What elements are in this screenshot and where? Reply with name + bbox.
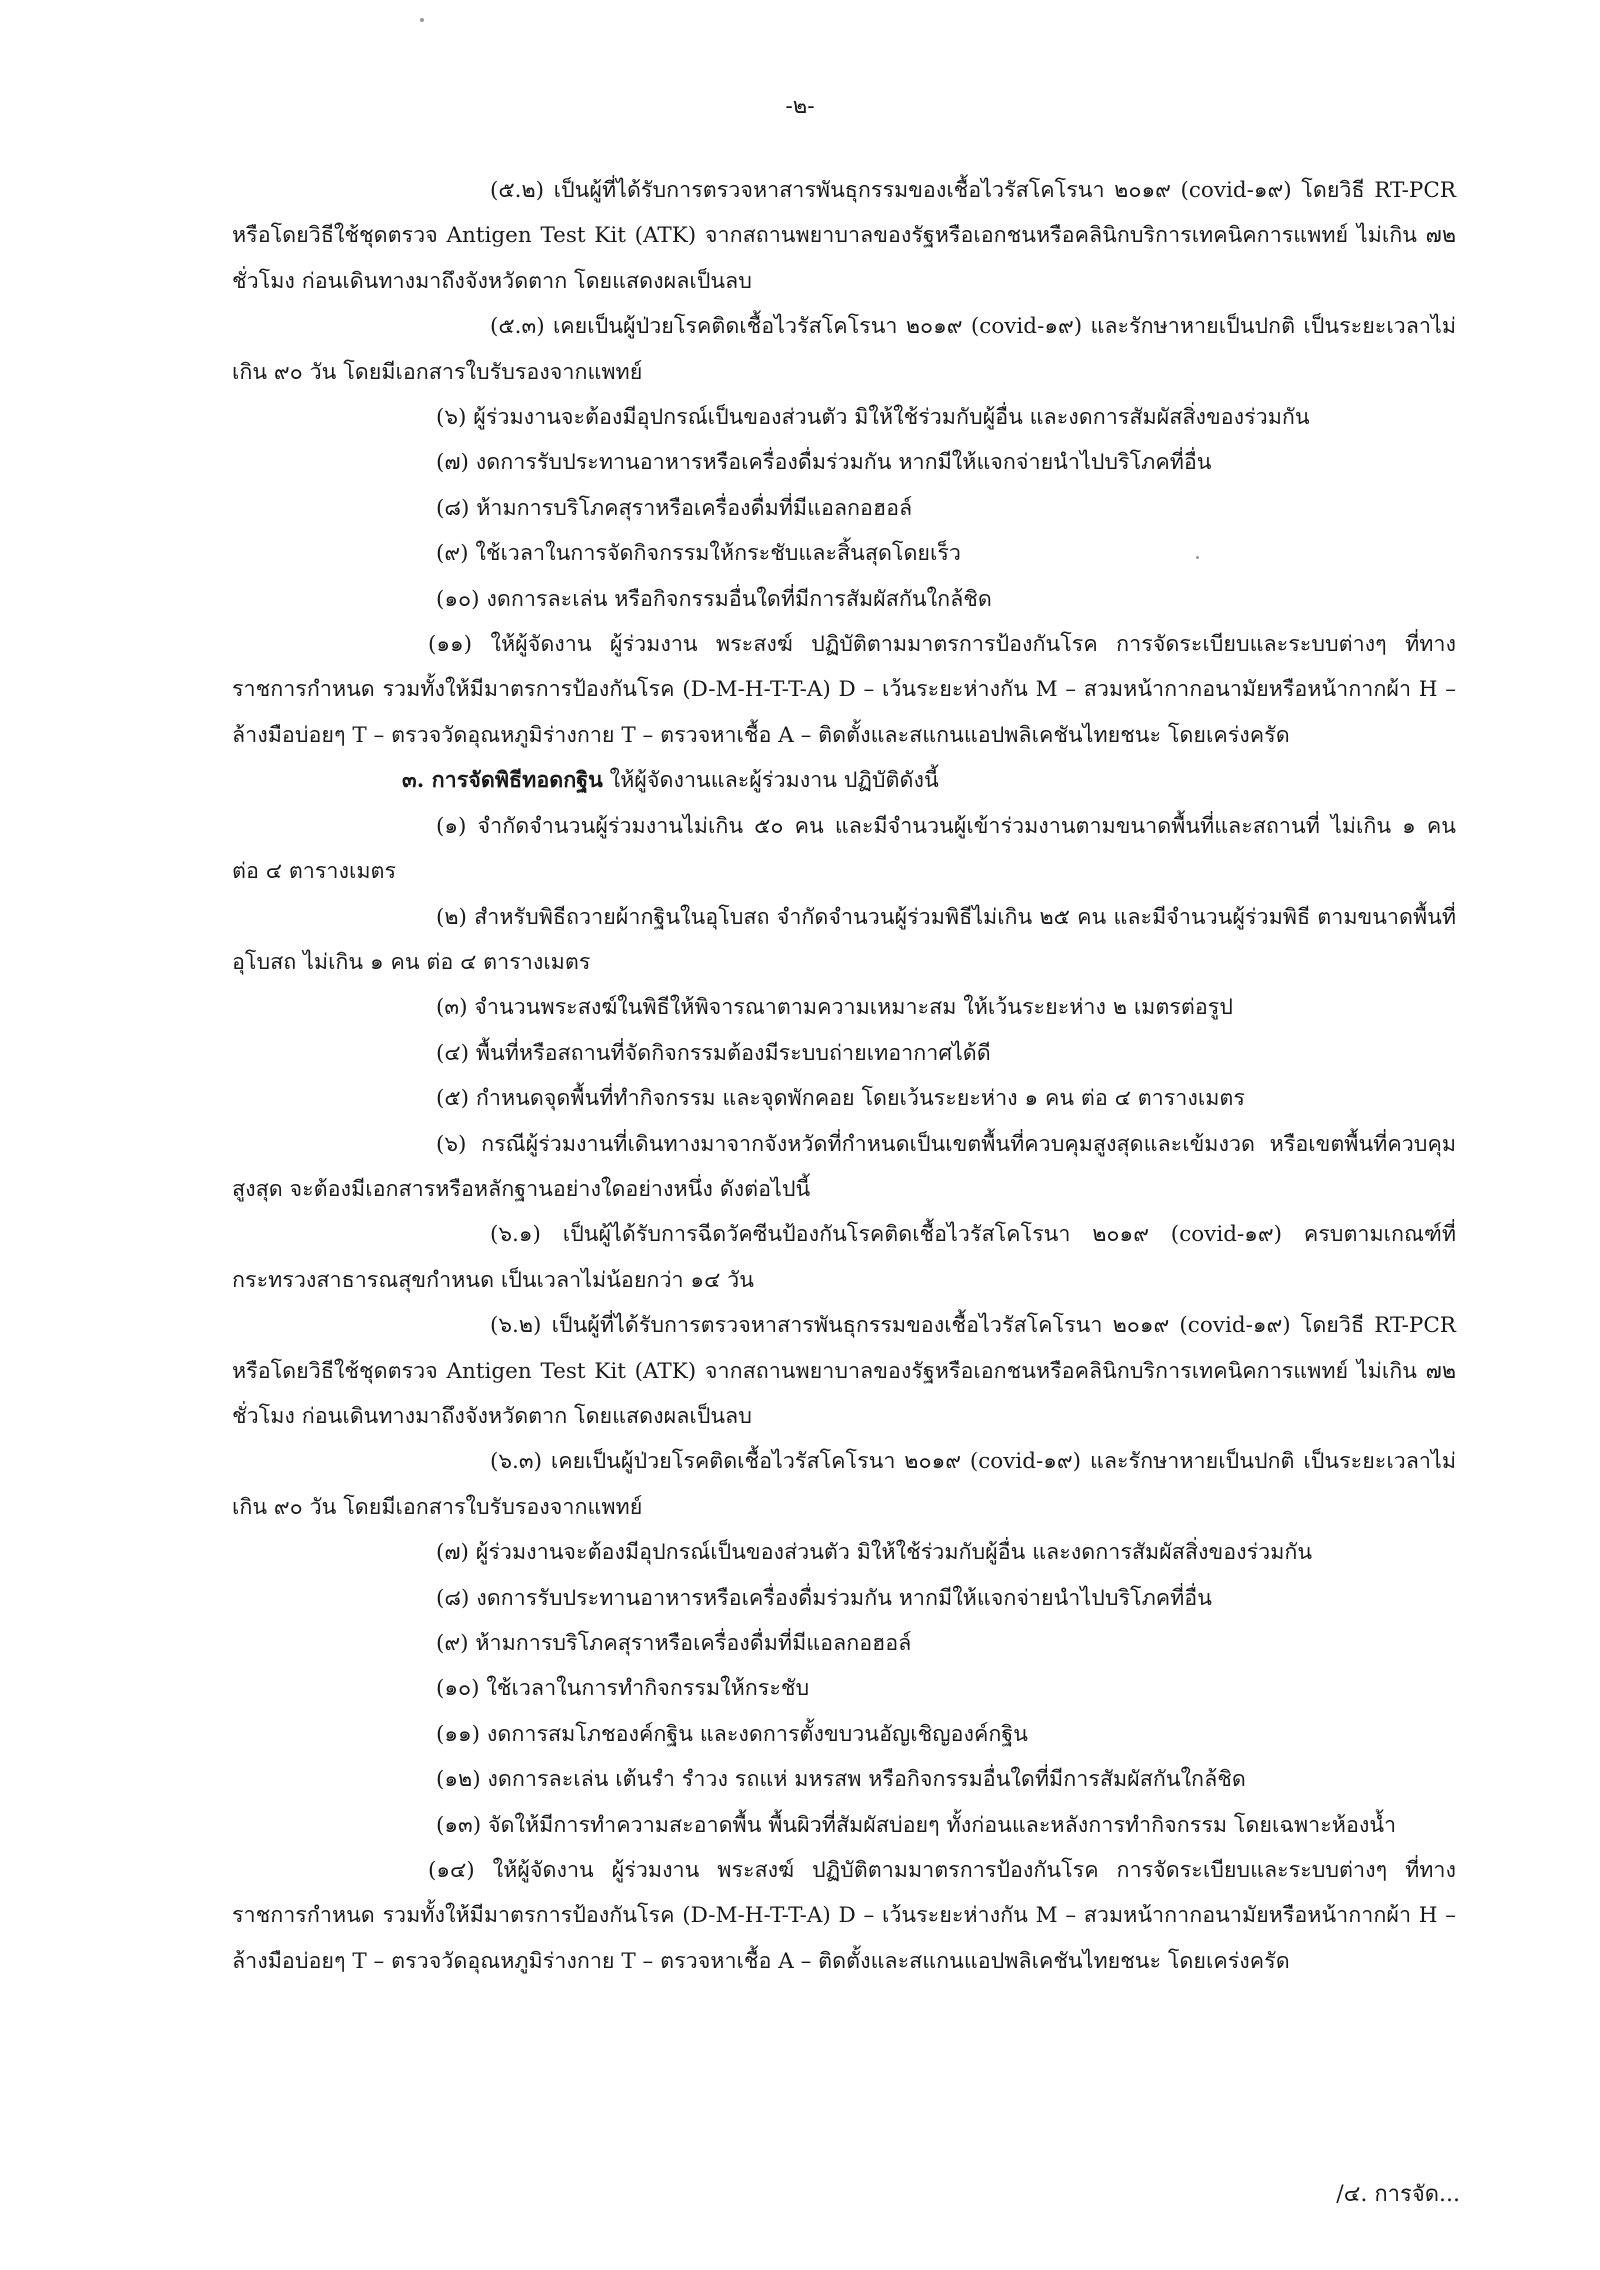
document-body xyxy=(232,168,1456,1984)
paragraph xyxy=(232,1712,1456,1757)
paragraph-text: (๖) กรณีผู้ร่วมงานที่เดินทางมาจากจังหวัดที่กำหนดเป็นเขตพื้นที่ควบคุมสูงสุดและเข้มงวด หรือเขตพื้นที่ควบคุมสูงสุด จะต้องมีเอกสารหรือหลักฐานอย่างใดอย่างหนึ่ง ดังต่อไปนี้ xyxy=(232,1131,1456,1202)
paragraph-text: (๑) จำกัดจำนวนผู้ร่วมงานไม่เกิน ๕๐ คน และมีจำนวนผู้เข้าร่วมงานตามขนาดพื้นที่และสถานที่ ไม่เกิน ๑ คน ต่อ ๔ ตารางเมตร xyxy=(232,813,1456,885)
paragraph xyxy=(232,1576,1456,1621)
paragraph-text: (๗) งดการรับประทานอาหารหรือเครื่องดื่มร่วมกัน หากมีให้แจกจ่ายนำไปบริโภคที่อื่น xyxy=(436,450,1212,476)
scan-speck xyxy=(420,18,424,22)
paragraph-text: (๕.๓) เคยเป็นผู้ป่วยโรคติดเชื้อไวรัสโคโรนา ๒๐๑๙ (covid-๑๙) และรักษาหายเป็นปกติ เป็นระยะเวลาไม่เกิน ๙๐ วัน โดยมีเอกสารใบรับรองจากแพทย์ xyxy=(232,314,1456,385)
paragraph xyxy=(232,985,1456,1030)
paragraph-text: (๑๓) จัดให้มีการทำความสะอาดพื้น พื้นผิวที่สัมผัสบ่อยๆ ทั้งก่อนและหลังการทำกิจกรรม โดยเฉพาะห้องน้ำ xyxy=(436,1812,1397,1838)
paragraph-text: (๘) ห้ามการบริโภคสุราหรือเครื่องดื่มที่มีแอลกอฮอล์ xyxy=(436,495,913,521)
paragraph-text: (๑๒) งดการละเล่น เต้นรำ รำวง รถแห่ มหรสพ หรือกิจกรรมอื่นใดที่มีการสัมผัสกันใกล้ชิด xyxy=(436,1767,1246,1793)
paragraph xyxy=(232,1803,1456,1848)
paragraph xyxy=(232,1303,1456,1439)
paragraph-text: (๖.๓) เคยเป็นผู้ป่วยโรคติดเชื้อไวรัสโคโรนา ๒๐๑๙ (covid-๑๙) และรักษาหายเป็นปกติ เป็นระยะเวลาไม่เกิน ๙๐ วัน โดยมีเอกสารใบรับรองจากแพทย์ xyxy=(232,1449,1456,1520)
paragraph xyxy=(232,577,1456,622)
paragraph xyxy=(232,1621,1456,1666)
section-heading xyxy=(232,758,1456,803)
paragraph-text: (๔) พื้นที่หรือสถานที่จัดกิจกรรมต้องมีระบบถ่ายเทอากาศได้ดี xyxy=(436,1040,991,1066)
paragraph xyxy=(232,440,1456,485)
paragraph-text: (๖.๒) เป็นผู้ที่ได้รับการตรวจหาสารพันธุกรรมของเชื้อไวรัสโคโรนา ๒๐๑๙ (covid-๑๙) โดยวิธี RT-PCR หรือโดยวิธีใช้ชุดตรวจ Antigen Test Kit (ATK) จากสถานพยาบาลของรัฐหรือเอกชนหรือคลินิกบริการเทคนิคการแพทย์ ไม่เกิน ๗๒ ชั่วโมง ก่อนเดินทางมาถึงจังหวัดตาก โดยแสดงผลเป็นลบ xyxy=(232,1313,1456,1429)
paragraph xyxy=(232,395,1456,440)
continuation-note: /๔. การจัด... xyxy=(1336,2182,1460,2207)
paragraph xyxy=(232,1031,1456,1076)
paragraph-text: (๖) ผู้ร่วมงานจะต้องมีอุปกรณ์เป็นของส่วนตัว มิให้ใช้ร่วมกับผู้อื่น และงดการสัมผัสสิ่งของร่วมกัน xyxy=(436,405,1310,431)
paragraph xyxy=(232,304,1456,395)
paragraph xyxy=(232,1530,1456,1575)
paragraph-text: (๑๐) ใช้เวลาในการทำกิจกรรมให้กระชับ xyxy=(436,1676,810,1702)
paragraph xyxy=(232,1666,1456,1711)
paragraph xyxy=(232,1122,1456,1213)
paragraph-text: (๖.๑) เป็นผู้ได้รับการฉีดวัคซีนป้องกันโรคติดเชื้อไวรัสโคโรนา ๒๐๑๙ (covid-๑๙) ครบตามเกณฑ์ที่กระทรวงสาธารณสุขกำหนด เป็นเวลาไม่น้อยกว่า ๑๔ วัน xyxy=(232,1222,1456,1293)
paragraph-text: (๙) ห้ามการบริโภคสุราหรือเครื่องดื่มที่มีแอลกอฮอล์ xyxy=(436,1631,912,1656)
paragraph xyxy=(232,168,1456,304)
paragraph-text: ให้ผู้จัดงานและผู้ร่วมงาน ปฏิบัติดังนี้ xyxy=(602,768,939,794)
paragraph xyxy=(232,1076,1456,1121)
paragraph xyxy=(232,622,1456,758)
paragraph-text: (๘) งดการรับประทานอาหารหรือเครื่องดื่มร่วมกัน หากมีให้แจกจ่ายนำไปบริโภคที่อื่น xyxy=(436,1585,1212,1611)
paragraph xyxy=(232,804,1456,895)
paragraph-text: (๙) ใช้เวลาในการจัดกิจกรรมให้กระชับและสิ้นสุดโดยเร็ว xyxy=(436,541,961,567)
section-title: ๓. การจัดพิธีทอดกฐิน xyxy=(402,768,603,794)
paragraph-text: (๑๑) งดการสมโภชองค์กฐิน และงดการตั้งขบวนอัญเชิญองค์กฐิน xyxy=(436,1721,1028,1747)
paragraph-text: (๗) ผู้ร่วมงานจะต้องมีอุปกรณ์เป็นของส่วนตัว มิให้ใช้ร่วมกับผู้อื่น และงดการสัมผัสสิ่งของร่วมกัน xyxy=(436,1540,1313,1566)
paragraph xyxy=(232,486,1456,531)
paragraph-text: (๒) สำหรับพิธีถวายผ้ากฐินในอุโบสถ จำกัดจำนวนผู้ร่วมพิธีไม่เกิน ๒๕ คน และมีจำนวนผู้ร่วมพิธี ตามขนาดพื้นที่อุโบสถ ไม่เกิน ๑ คน ต่อ ๔ ตารางเมตร xyxy=(232,904,1456,975)
paragraph-text: (๑๐) งดการละเล่น หรือกิจกรรมอื่นใดที่มีการสัมผัสกันใกล้ชิด xyxy=(436,586,992,612)
paragraph xyxy=(232,895,1456,986)
paragraph-text: (๕) กำหนดจุดพื้นที่ทำกิจกรรม และจุดพักคอย โดยเว้นระยะห่าง ๑ คน ต่อ ๔ ตารางเมตร xyxy=(436,1086,1245,1112)
paragraph-text: (๑๑) ให้ผู้จัดงาน ผู้ร่วมงาน พระสงฆ์ ปฏิบัติตามมาตรการป้องกันโรค การจัดระเบียบและระบบต่างๆ ที่ทางราชการกำหนด รวมทั้งให้มีมาตรการป้องกันโรค (D-M-H-T-T-A) D – เว้นระยะห่างกัน M – สวมหน้ากากอนามัยหรือหน้ากากผ้า H – ล้างมือบ่อยๆ T – ตรวจวัดอุณหภูมิร่างกาย T – ตรวจหาเชื้อ A – ติดตั้งและสแกนแอปพลิเคชันไทยชนะ โดยเคร่งครัด xyxy=(232,632,1456,748)
page-number: -๒- xyxy=(785,94,815,119)
paragraph-text: (๕.๒) เป็นผู้ที่ได้รับการตรวจหาสารพันธุกรรมของเชื้อไวรัสโคโรนา ๒๐๑๙ (covid-๑๙) โดยวิธี RT-PCR หรือโดยวิธีใช้ชุดตรวจ Antigen Test Kit (ATK) จากสถานพยาบาลของรัฐหรือเอกชนหรือคลินิกบริการเทคนิคการแพทย์ ไม่เกิน ๗๒ ชั่วโมง ก่อนเดินทางมาถึงจังหวัดตาก โดยแสดงผลเป็นลบ xyxy=(232,178,1456,294)
paragraph-text: (๓) จำนวนพระสงฆ์ในพิธีให้พิจารณาตามความเหมาะสม ให้เว้นระยะห่าง ๒ เมตรต่อรูป xyxy=(436,995,1233,1021)
paragraph xyxy=(232,1212,1456,1303)
paragraph xyxy=(232,1848,1456,1984)
paragraph-text: (๑๔) ให้ผู้จัดงาน ผู้ร่วมงาน พระสงฆ์ ปฏิบัติตามมาตรการป้องกันโรค การจัดระเบียบและระบบต่างๆ ที่ทางราชการกำหนด รวมทั้งให้มีมาตรการป้องกันโรค (D-M-H-T-T-A) D – เว้นระยะห่างกัน M – สวมหน้ากากอนามัยหรือหน้ากากผ้า H – ล้างมือบ่อยๆ T – ตรวจวัดอุณหภูมิร่างกาย T – ตรวจหาเชื้อ A – ติดตั้งและสแกนแอปพลิเคชันไทยชนะ โดยเคร่งครัด xyxy=(232,1858,1456,1974)
paragraph xyxy=(232,1439,1456,1530)
paragraph xyxy=(232,1757,1456,1802)
paragraph xyxy=(232,531,1456,576)
